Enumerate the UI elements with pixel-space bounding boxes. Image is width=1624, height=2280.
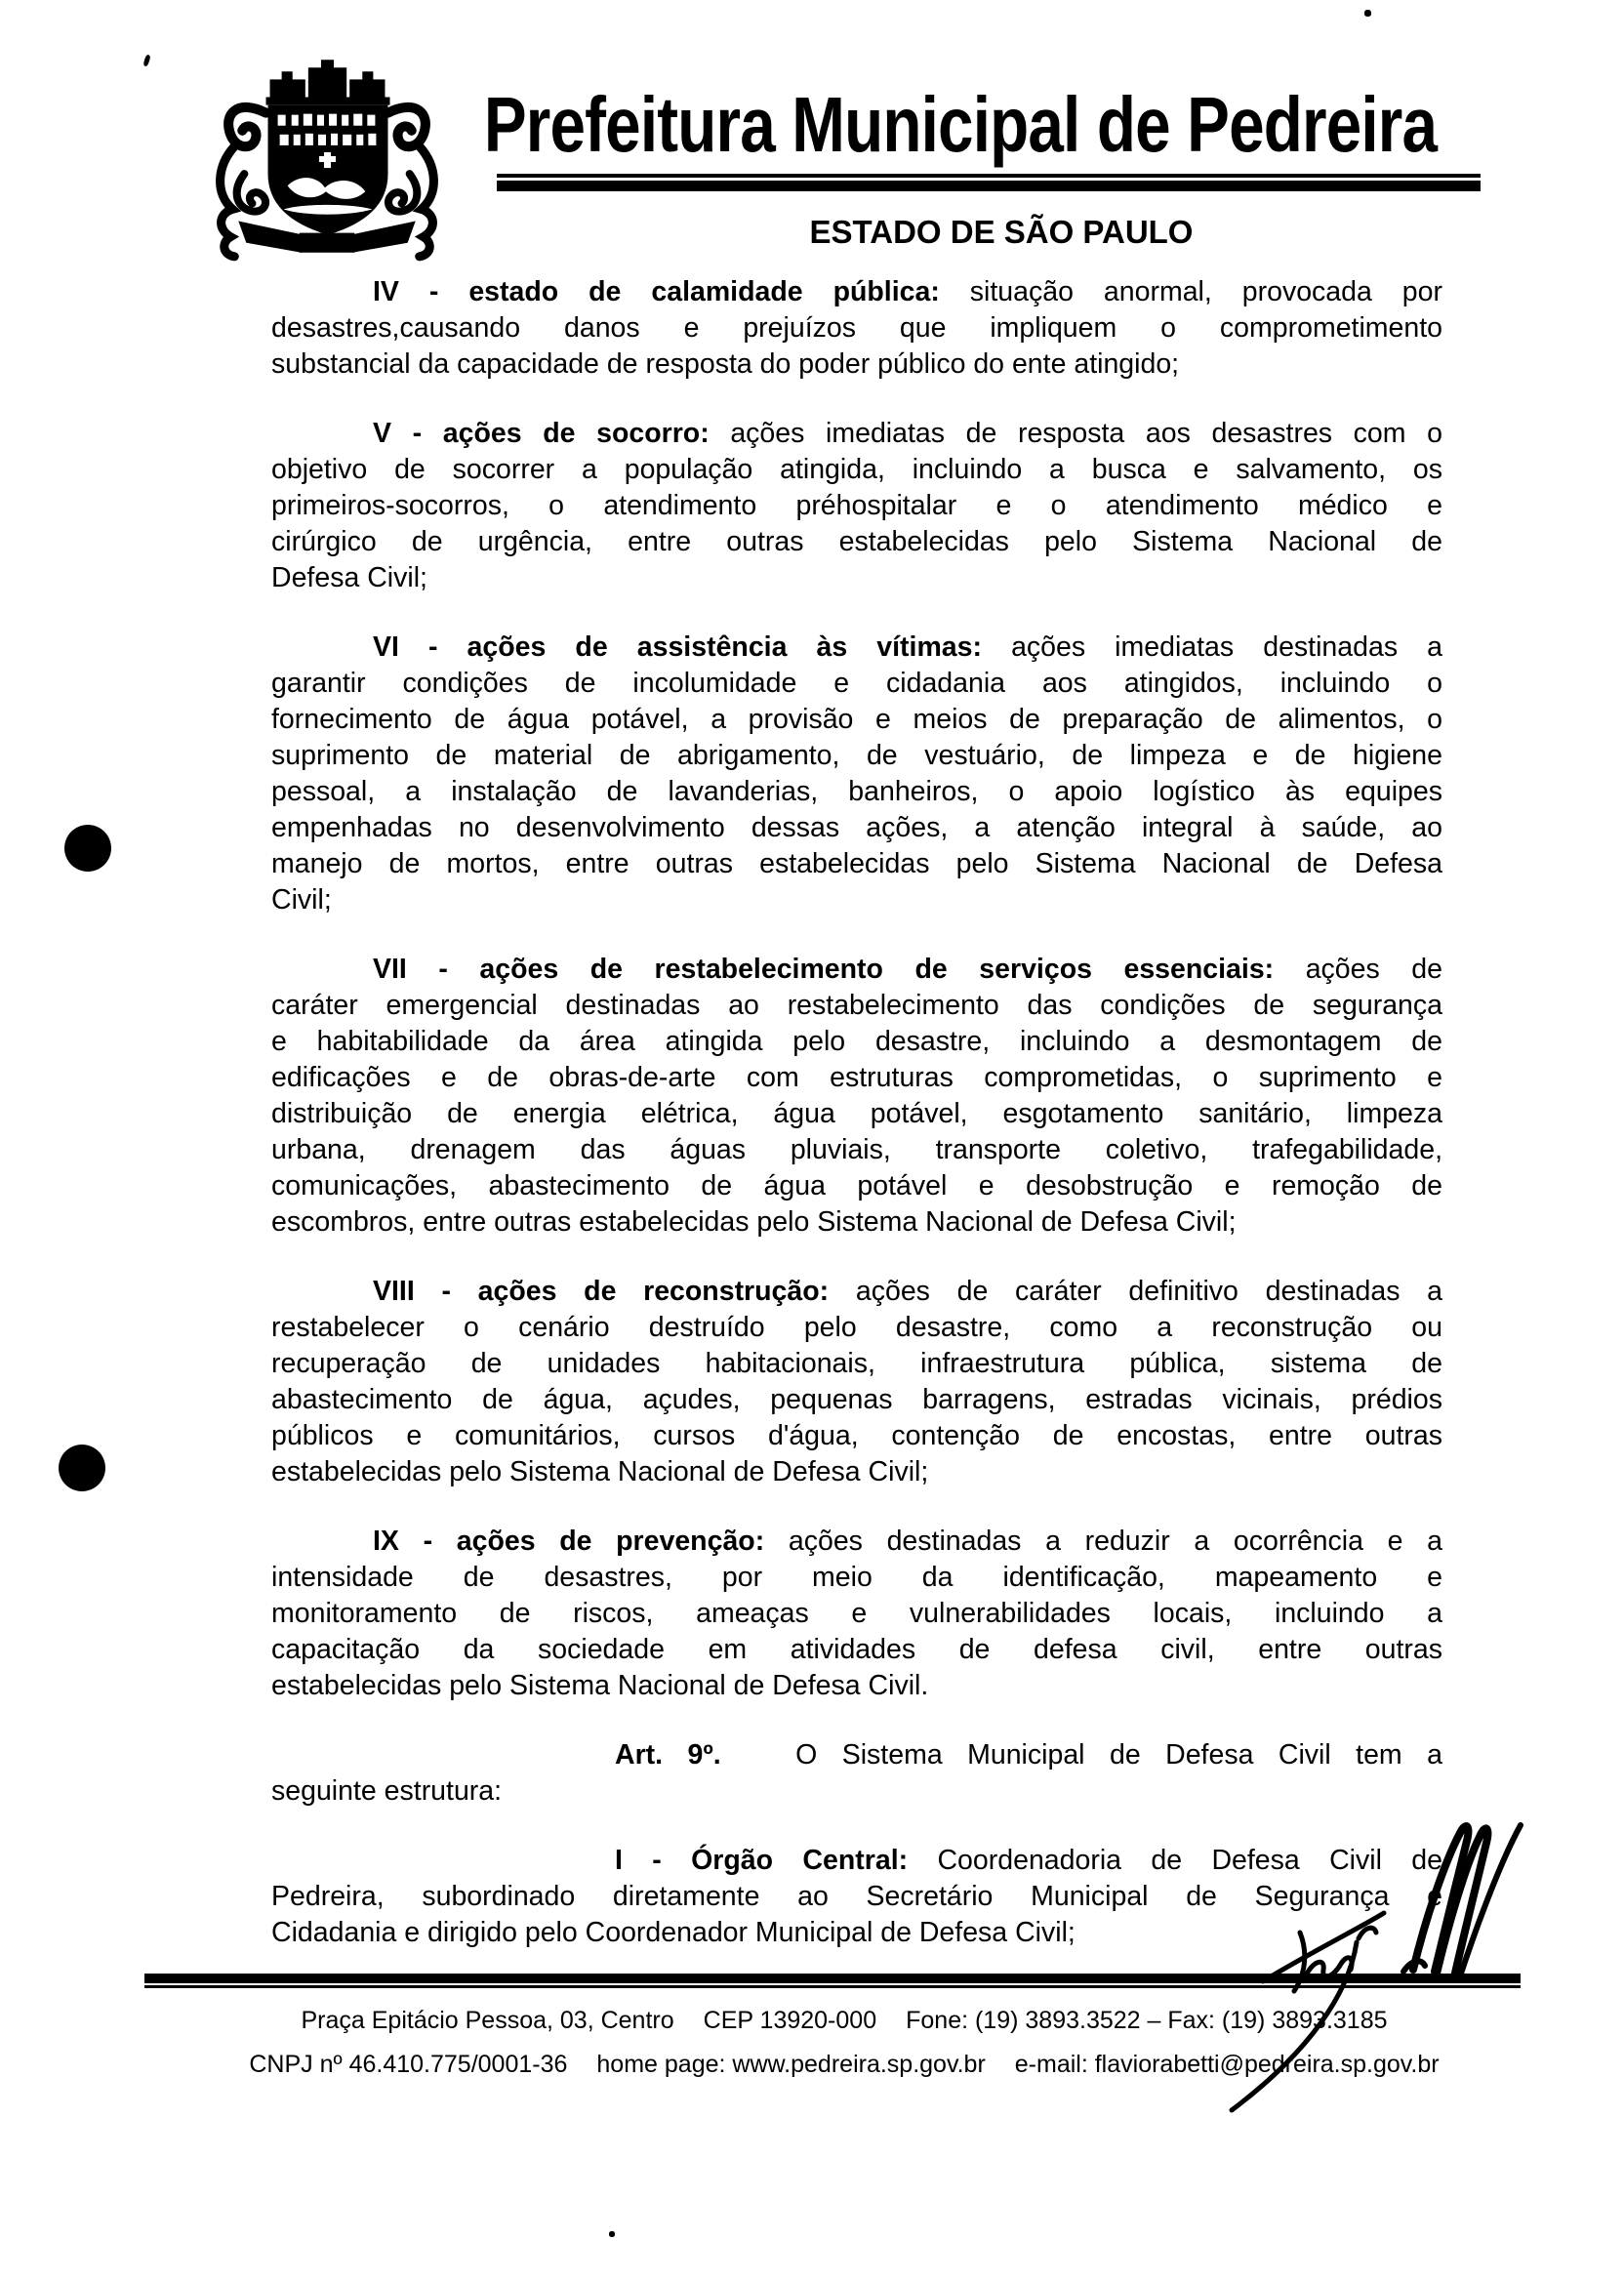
text-line: fornecimento de água potável, a provisão e meios de preparação de alimentos, o <box>271 704 1442 735</box>
footer-address: Praça Epitácio Pessoa, 03, Centro <box>301 2007 674 2034</box>
text-line: monitoramento de riscos, ameaças e vulnerabilidades locais, incluindo a <box>271 1598 1442 1629</box>
text-line: Defesa Civil; <box>271 562 427 593</box>
text-line: VIII - ações de reconstrução: ações de caráter definitivo destinadas a <box>373 1276 1442 1307</box>
text-line: IX - ações de prevenção: ações destinadas a reduzir a ocorrência e a <box>373 1526 1442 1557</box>
paragraph <box>271 1524 1442 1704</box>
crest-crown <box>266 60 390 104</box>
org-title: Prefeitura Municipal de Pedreira <box>483 81 1438 168</box>
paragraph <box>271 630 1442 918</box>
document-body <box>271 274 1442 1984</box>
org-title-wrap <box>380 80 1542 170</box>
separator-thin-line <box>497 174 1481 178</box>
footer-email: e-mail: flaviorabetti@pedreira.sp.gov.br <box>1014 2051 1440 2078</box>
text-line: e habitabilidade da área atingida pelo desastre, incluindo a desmontagem de <box>271 1026 1442 1057</box>
text-line: capacitação da sociedade em atividades de defesa civil, entre outras <box>271 1634 1442 1665</box>
text-line: caráter emergencial destinadas ao restabelecimento das condições de segurança <box>271 990 1442 1021</box>
paragraph <box>271 1737 1442 1810</box>
paragraph <box>271 952 1442 1241</box>
footer-cnpj: CNPJ nº 46.410.775/0001-36 <box>249 2051 568 2078</box>
text-line: suprimento de material de abrigamento, de vestuário, de limpeza e de higiene <box>271 740 1442 771</box>
text-line: desastres,causando danos e prejuízos que impliquem o comprometimento <box>271 312 1442 344</box>
text-line: Cidadania e dirigido pelo Coordenador Municipal de Defesa Civil; <box>271 1917 1076 1948</box>
text-line: urbana, drenagem das águas pluviais, transporte coletivo, trafegabilidade, <box>271 1134 1442 1165</box>
text-line: escombros, entre outras estabelecidas pelo Sistema Nacional de Defesa Civil; <box>271 1206 1237 1238</box>
footer-homepage: home page: www.pedreira.sp.gov.br <box>596 2051 986 2078</box>
footer-cep: CEP 13920-000 <box>703 2007 877 2034</box>
crest-shield <box>268 105 388 235</box>
paragraph <box>271 274 1442 383</box>
text-line: primeiros-socorros, o atendimento préhospitalar e o atendimento médico e <box>271 490 1442 521</box>
text-line: I - Órgão Central: Coordenadoria de Defesa Civil de <box>615 1845 1442 1876</box>
state-subtitle: ESTADO DE SÃO PAULO <box>809 214 1194 250</box>
footer-contact-line <box>156 2051 1532 2079</box>
text-line: garantir condições de incolumidade e cidadania aos atingidos, incluindo o <box>271 668 1442 699</box>
text-line: Civil; <box>271 884 332 916</box>
scan-artifact <box>609 2231 615 2237</box>
paragraph <box>271 416 1442 596</box>
text-line: edificações e de obras-de-arte com estruturas comprometidas, o suprimento e <box>271 1062 1442 1093</box>
text-line: recuperação de unidades habitacionais, infraestrutura pública, sistema de <box>271 1348 1442 1379</box>
text-line: Pedreira, subordinado diretamente ao Secretário Municipal de Segurança e <box>271 1881 1442 1912</box>
paragraph <box>271 1274 1442 1490</box>
hole-punch <box>59 1445 105 1491</box>
text-line: VII - ações de restabelecimento de serviços essenciais: ações de <box>373 954 1442 985</box>
text-line: intensidade de desastres, por meio da identificação, mapeamento e <box>271 1562 1442 1593</box>
text-line: estabelecidas pelo Sistema Nacional de Defesa Civil. <box>271 1670 929 1701</box>
scan-artifact <box>1364 10 1371 17</box>
text-line: distribuição de energia elétrica, água potável, esgotamento sanitário, limpeza <box>271 1098 1442 1129</box>
footer <box>156 2007 1532 2079</box>
text-line: objetivo de socorrer a população atingida, incluindo a busca e salvamento, os <box>271 454 1442 485</box>
text-line: VI - ações de assistência às vítimas: ações imediatas destinadas a <box>373 631 1442 663</box>
text-line: IV - estado de calamidade pública: situação anormal, provocada por <box>373 276 1442 307</box>
text-line: abastecimento de água, açudes, pequenas barragens, estradas vicinais, prédios <box>271 1384 1442 1415</box>
scan-artifact <box>142 55 150 67</box>
text-line: Art. 9º. O Sistema Municipal de Defesa Civil tem a <box>615 1739 1442 1771</box>
header-separator <box>497 174 1481 191</box>
text-line: empenhadas no desenvolvimento dessas ações, a atenção integral à saúde, ao <box>271 812 1442 843</box>
text-line: pessoal, a instalação de lavanderias, banheiros, o apoio logístico às equipes <box>271 776 1442 807</box>
text-line: públicos e comunitários, cursos d'água, contenção de encostas, entre outras <box>271 1420 1442 1451</box>
text-line: substancial da capacidade de resposta do poder público do ente atingido; <box>271 348 1180 380</box>
footer-address-line <box>156 2007 1532 2035</box>
signature-flourish-icon <box>1403 1825 1521 1979</box>
text-line: comunicações, abastecimento de água potável e desobstrução e remoção de <box>271 1170 1442 1201</box>
hole-punch <box>64 825 111 872</box>
text-line: V - ações de socorro: ações imediatas de resposta aos desastres com o <box>373 418 1442 449</box>
separator-thick-line <box>497 181 1481 191</box>
text-line: cirúrgico de urgência, entre outras estabelecidas pelo Sistema Nacional de <box>271 526 1442 557</box>
text-line: estabelecidas pelo Sistema Nacional de Defesa Civil; <box>271 1456 929 1487</box>
text-line: restabelecer o cenário destruído pelo desastre, como a reconstrução ou <box>271 1312 1442 1343</box>
footer-phone-fax: Fone: (19) 3893.3522 – Fax: (19) 3893.3185 <box>906 2007 1388 2034</box>
text-line: manejo de mortos, entre outras estabelecidas pelo Sistema Nacional de Defesa <box>271 848 1442 879</box>
signature-marks <box>1210 1806 1562 2128</box>
text-line: seguinte estrutura: <box>271 1775 503 1807</box>
